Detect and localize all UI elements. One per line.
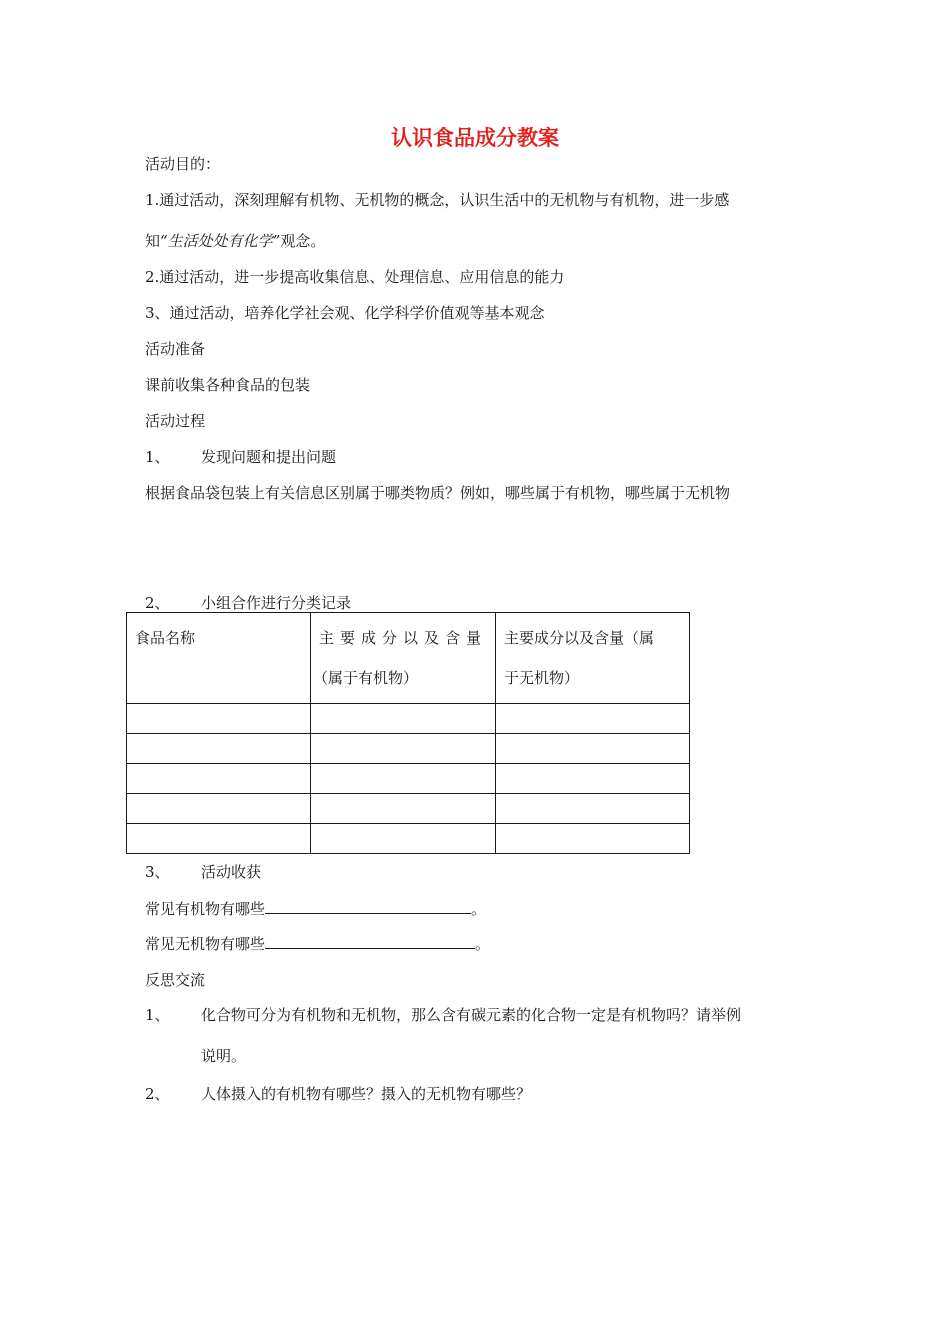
- objective-3: 3、通过活动，培养化学社会观、化学科学价值观等基本观念: [145, 304, 545, 322]
- table-row: [127, 794, 690, 824]
- organic-answer-blank[interactable]: [265, 899, 471, 914]
- reflection-heading: 反思交流: [145, 971, 206, 989]
- step-1-title: 发现问题和提出问题: [201, 448, 337, 466]
- header-organic: 主要成分以及含量 （属于有机物）: [311, 613, 496, 704]
- inorganic-period: 。: [475, 935, 491, 953]
- organic-period: 。: [471, 900, 487, 918]
- header-food-name: 食品名称: [127, 613, 311, 704]
- objective-1-prefix: 知: [145, 232, 161, 250]
- step-2-number: 2、: [145, 594, 170, 612]
- step-3-number: 3、: [145, 863, 170, 881]
- table-row: [127, 704, 690, 734]
- reflection-1-line-2: 说明。: [201, 1047, 247, 1065]
- reflection-1-number: 1、: [145, 1006, 170, 1024]
- process-heading: 活动过程: [145, 412, 206, 430]
- inorganic-answer-blank[interactable]: [265, 934, 475, 949]
- page-title: 认识食品成分教案: [391, 126, 559, 150]
- classification-table: [126, 612, 690, 854]
- objective-1-suffix: 观念。: [280, 232, 326, 250]
- organic-question: [145, 898, 486, 919]
- preparation-heading: 活动准备: [145, 340, 206, 358]
- inorganic-question: [145, 933, 490, 954]
- step-2-title: 小组合作进行分类记录: [201, 594, 352, 612]
- table-header-row: [127, 613, 690, 704]
- objective-1-line-1: 1.通过活动，深刻理解有机物、无机物的概念，认识生活中的无机物与有机物，进一步感: [145, 191, 730, 209]
- table-row: [127, 824, 690, 854]
- step-1-text: 根据食品袋包装上有关信息区别属于哪类物质？例如，哪些属于有机物，哪些属于无机物: [145, 484, 731, 502]
- preparation-text: 课前收集各种食品的包装: [145, 376, 311, 394]
- objective-2: 2.通过活动，进一步提高收集信息、处理信息、应用信息的能力: [145, 268, 565, 286]
- objective-1-quote: “生活处处有化学”: [160, 232, 281, 250]
- organic-label: 常见有机物有哪些: [145, 900, 266, 918]
- objectives-heading: 活动目的：: [145, 155, 221, 173]
- step-3-title: 活动收获: [201, 863, 262, 881]
- objective-1-line-2: [145, 230, 325, 251]
- table-row: [127, 764, 690, 794]
- table-row: [127, 734, 690, 764]
- step-1-number: 1、: [145, 448, 170, 466]
- reflection-1-line-1: 化合物可分为有机物和无机物，那么含有碳元素的化合物一定是有机物吗？请举例: [201, 1006, 742, 1024]
- reflection-2-text: 人体摄入的有机物有哪些？摄入的无机物有哪些？: [201, 1085, 532, 1103]
- inorganic-label: 常见无机物有哪些: [145, 935, 266, 953]
- header-inorganic: 主要成分以及含量（属 于无机物）: [496, 613, 690, 704]
- reflection-2-number: 2、: [145, 1085, 170, 1103]
